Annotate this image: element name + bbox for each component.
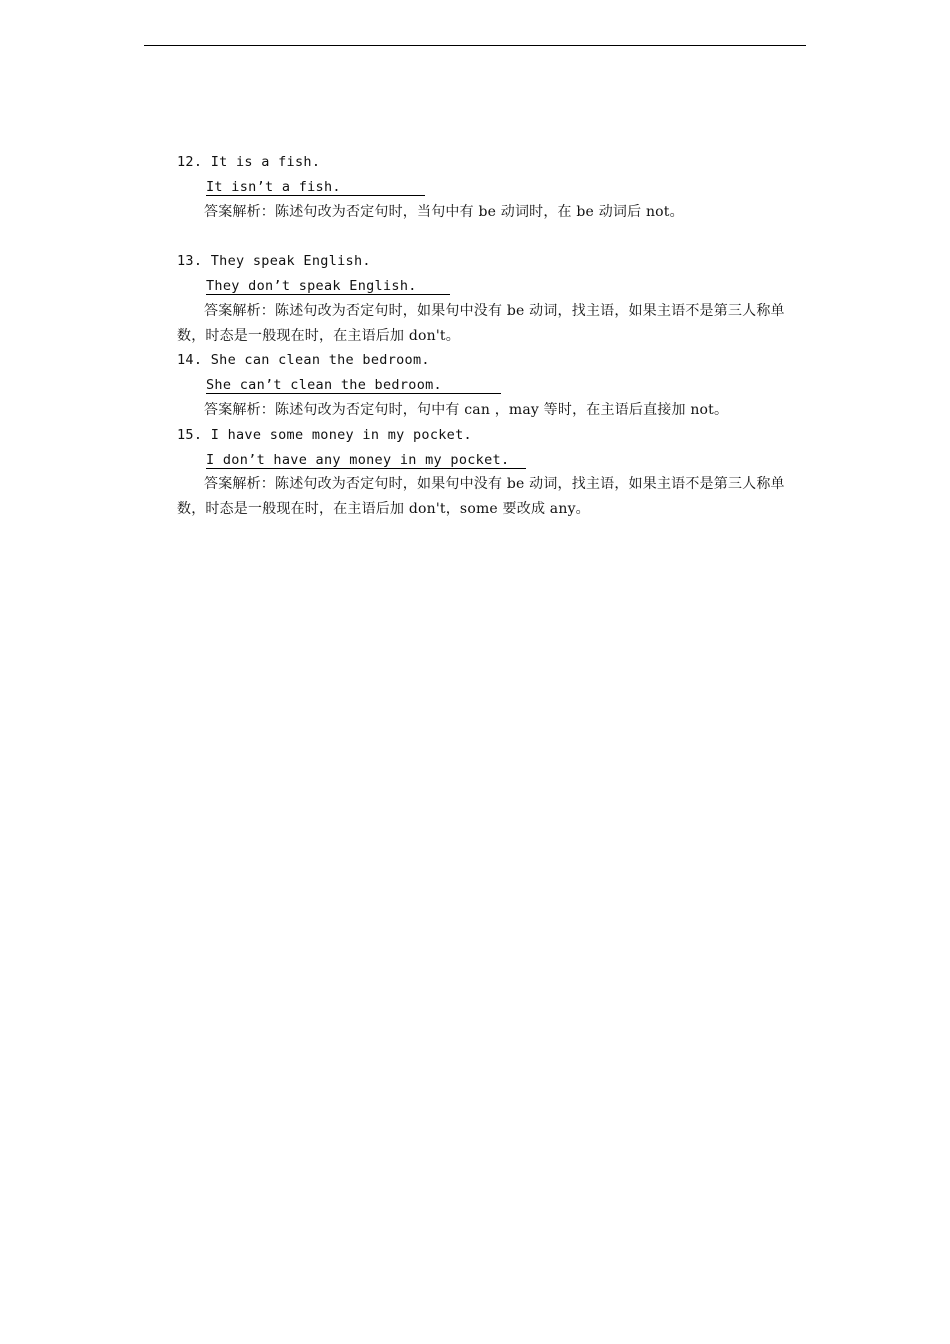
- answer-text: She can’t clean the bedroom.: [206, 377, 501, 394]
- exercise-content: [177, 150, 809, 522]
- answer-line: [177, 175, 809, 200]
- answer-line: [177, 448, 809, 473]
- explanation-text: 答案解析：陈述句改为否定句时，当句中有 be 动词时，在 be 动词后 not。: [204, 203, 684, 220]
- question-text: 15. I have some money in my pocket.: [177, 426, 472, 443]
- question-text: 13. They speak English.: [177, 253, 371, 270]
- exercise-item: [177, 150, 809, 224]
- answer-text: I don’t have any money in my pocket.: [206, 451, 527, 468]
- answer-line: [177, 373, 809, 398]
- exercise-item: [177, 348, 809, 422]
- header-rule: [144, 45, 806, 46]
- answer-text: They don’t speak English.: [206, 277, 451, 294]
- explanation-text: 答案解析：陈述句改为否定句时，如果句中没有 be 动词，找主语，如果主语不是第三人称单数，时态是一般现在时，在主语后加 don't。: [177, 302, 785, 344]
- explanation-text: 答案解析：陈述句改为否定句时，句中有 can ，may 等时，在主语后直接加 not。: [204, 401, 729, 418]
- exercise-item: [177, 423, 809, 522]
- spacer: [177, 224, 809, 249]
- explanation-text: 答案解析：陈述句改为否定句时，如果句中没有 be 动词，找主语，如果主语不是第三人称单数，时态是一般现在时，在主语后加 don't，some 要改成 any。: [177, 476, 785, 518]
- question-text: 14. She can clean the bedroom.: [177, 352, 430, 369]
- question-text: 12. It is a fish.: [177, 154, 321, 170]
- exercise-item: [177, 249, 809, 348]
- answer-text: It isn’t a fish.: [206, 178, 426, 195]
- answer-line: [177, 274, 809, 299]
